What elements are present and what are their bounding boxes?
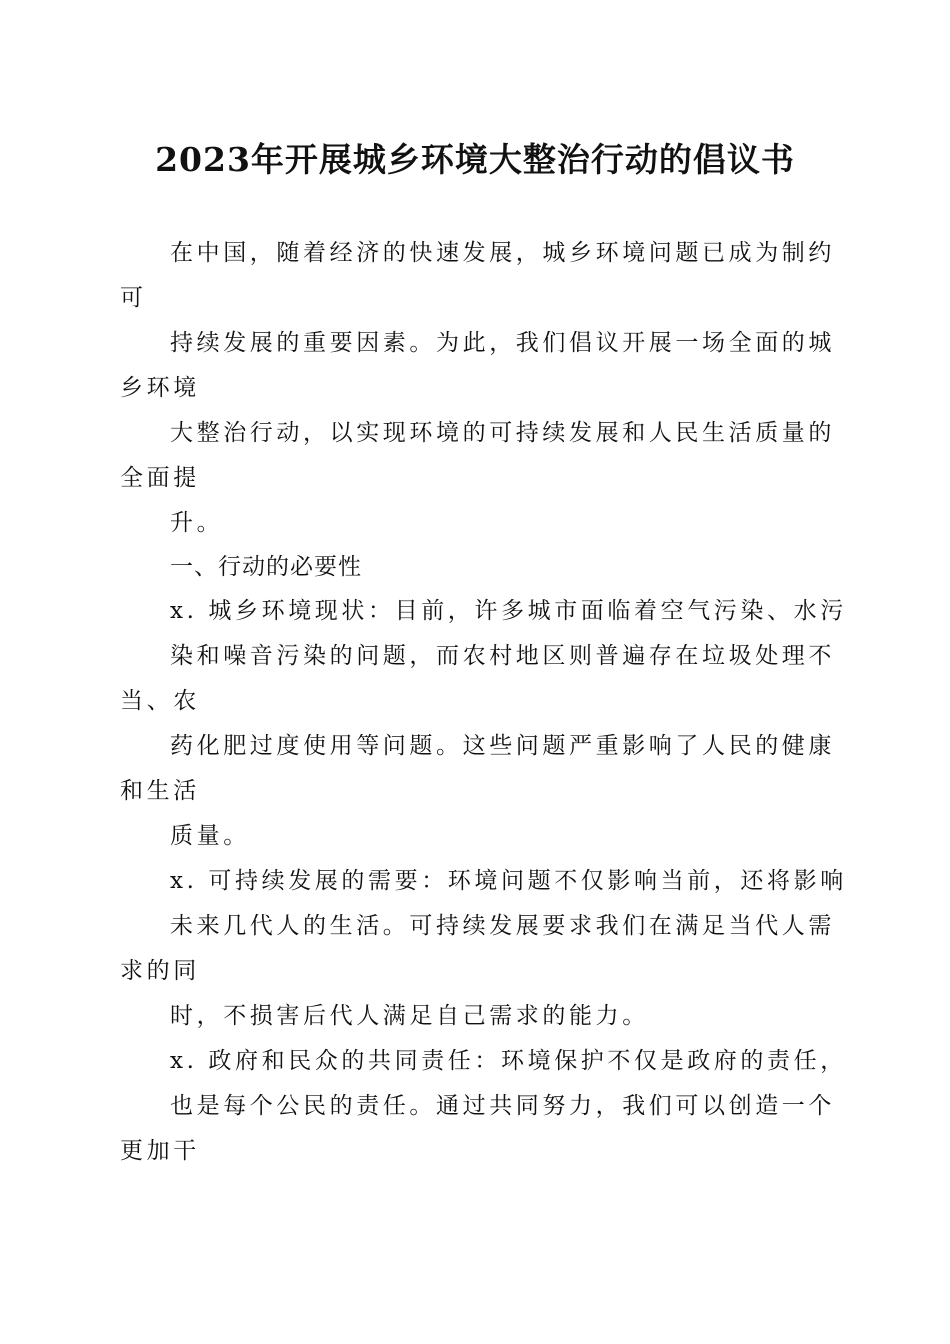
- body-line: 乡环境: [120, 375, 200, 401]
- body-line: 药化肥过度使用等问题。这些问题严重影响了人民的健康: [170, 733, 835, 759]
- body-line: x. 政府和民众的共同责任：环境保护不仅是政府的责任，: [170, 1048, 847, 1074]
- body-line: 大整治行动，以实现环境的可持续发展和人民生活质量的: [170, 420, 835, 446]
- body-line: 质量。: [170, 823, 250, 849]
- body-line: 当、农: [120, 688, 200, 714]
- document-title: 2023年开展城乡环境大整治行动的倡议书: [155, 140, 795, 179]
- body-line: 也是每个公民的责任。通过共同努力，我们可以创造一个: [170, 1093, 835, 1119]
- body-line: 持续发展的重要因素。为此，我们倡议开展一场全面的城: [170, 330, 835, 356]
- body-line: x. 可持续发展的需要：环境问题不仅影响当前，还将影响: [170, 868, 847, 894]
- section-heading: 一、行动的必要性: [170, 554, 362, 580]
- body-line: 升。: [170, 510, 224, 536]
- body-line: x. 城乡环境现状：目前，许多城市面临着空气污染、水污: [170, 598, 847, 624]
- body-line: 时，不损害后代人满足自己需求的能力。: [170, 1003, 649, 1029]
- body-line: 可: [120, 285, 147, 311]
- body-line: 求的同: [120, 958, 200, 984]
- body-line: 更加干: [120, 1138, 200, 1164]
- body-line: 和生活: [120, 778, 200, 804]
- body-line: 染和噪音污染的问题，而农村地区则普遍存在垃圾处理不: [170, 643, 835, 669]
- body-line: 未来几代人的生活。可持续发展要求我们在满足当代人需: [170, 913, 835, 939]
- body-line: 全面提: [120, 465, 200, 491]
- body-line: 在中国，随着经济的快速发展，城乡环境问题已成为制约: [170, 240, 835, 266]
